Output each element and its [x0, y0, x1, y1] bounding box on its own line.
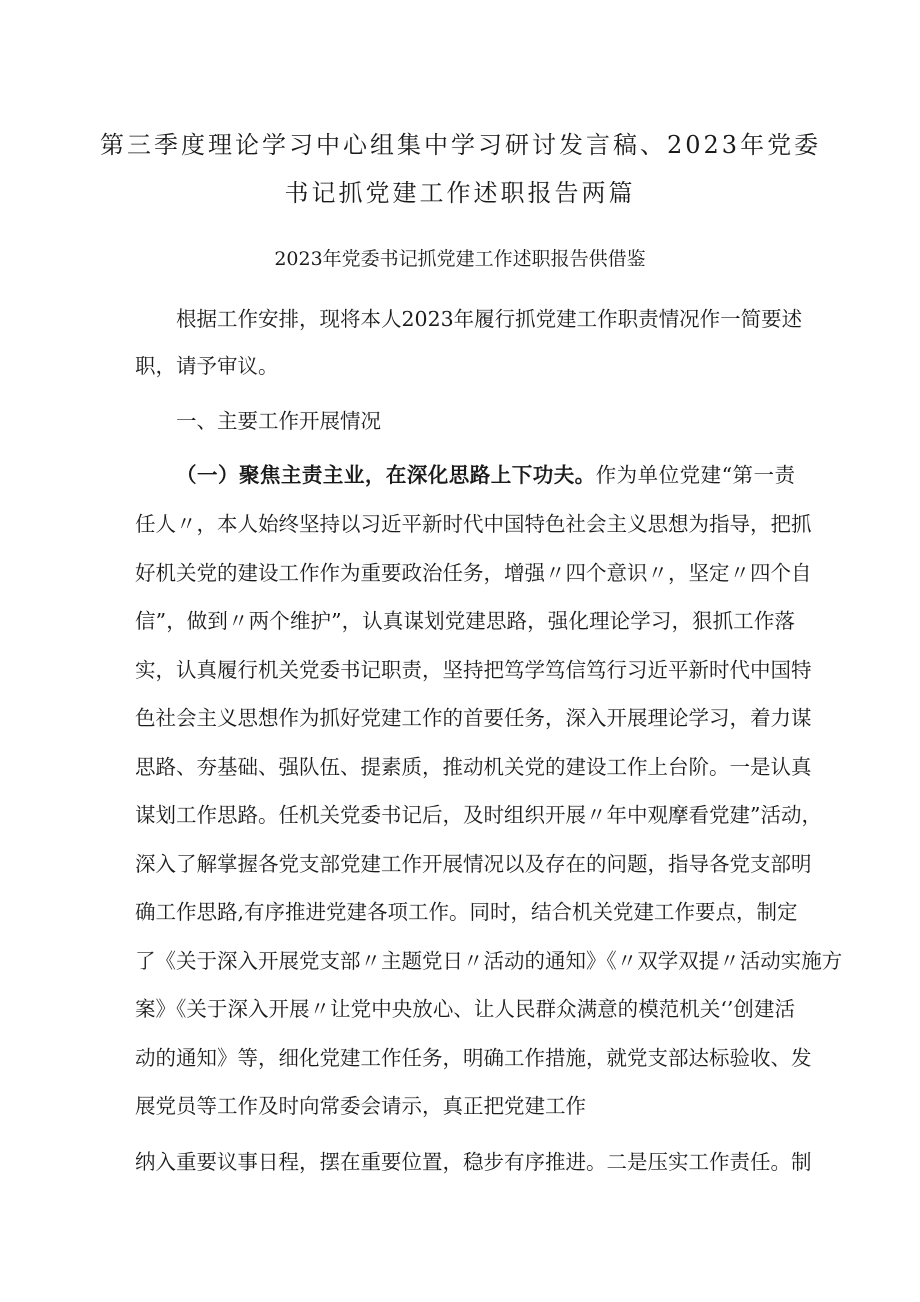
paragraph-line: 确工作思路,有序推进党建各项工作。同时，结合机关党建工作要点，制定: [135, 900, 798, 924]
paragraph-line: 色社会主义思想作为抓好党建工作的首要任务，深入开展理论学习，着力谋: [135, 706, 812, 730]
paragraph-line: 深入了解掌握各党支部党建工作开展情况以及存在的问题，指导各党支部明: [135, 852, 812, 876]
paragraph-line: 了《关于深入开展党支部〃主题党日〃活动的通知》《〃双学双提〃活动实施方: [135, 949, 843, 973]
paragraph-line: 案》《关于深入开展〃让党中央放心、让人民群众满意的模范机关‘’创建活: [135, 997, 795, 1021]
paragraph-line: 展党员等工作及时向常委会请示，真正把党建工作: [135, 1094, 586, 1118]
section-heading: 一、主要工作开展情况: [176, 409, 381, 433]
paragraph-line: 思路、夯基础、强队伍、提素质，推动机关党的建设工作上台阶。一是认真: [135, 755, 812, 779]
paragraph-line-text: 作为单位党建“第一责: [595, 463, 796, 487]
paragraph-line: [176, 465, 795, 486]
paragraph-line: 动的通知》等，细化党建工作任务，明确工作措施，就党支部达标验收、发: [135, 1046, 812, 1070]
paragraph-line: 信”，做到〃两个维护”，认真谋划党建思路，强化理论学习，狠抓工作落: [135, 609, 795, 633]
paragraph-line: 任人〃，本人始终坚持以习近平新时代中国特色社会主义思想为指导，把抓: [135, 512, 812, 536]
document-title-line-1: 第三季度理论学习中心组集中学习研讨发言稿、2023年党委: [100, 131, 822, 159]
report-subtitle: 2023年党委书记抓党建工作述职报告供借鉴: [274, 248, 646, 270]
document-title-line-2: 书记抓党建工作述职报告两篇: [284, 179, 636, 207]
paragraph-line: 纳入重要议事日程，摆在重要位置，稳步有序推进。二是压实工作责任。制: [135, 1150, 812, 1174]
paragraph-line: 谋划工作思路。任机关党委书记后，及时组织开展〃年中观摩看党建”活动，: [135, 803, 822, 827]
paragraph-line: 好机关党的建设工作作为重要政治任务，增强〃四个意识〃，坚定〃四个自: [135, 561, 812, 585]
paragraph-line: 实，认真履行机关党委书记职责，坚持把笃学笃信笃行习近平新时代中国特: [135, 658, 812, 682]
paragraph-lead-sentence: （一）聚焦主责主业，在深化思路上下功夫。: [176, 463, 596, 487]
intro-paragraph-line: 根据工作安排，现将本人2023年履行抓党建工作职责情况作一简要述: [176, 307, 803, 331]
intro-paragraph-line: 职，请予审议。: [135, 354, 279, 378]
